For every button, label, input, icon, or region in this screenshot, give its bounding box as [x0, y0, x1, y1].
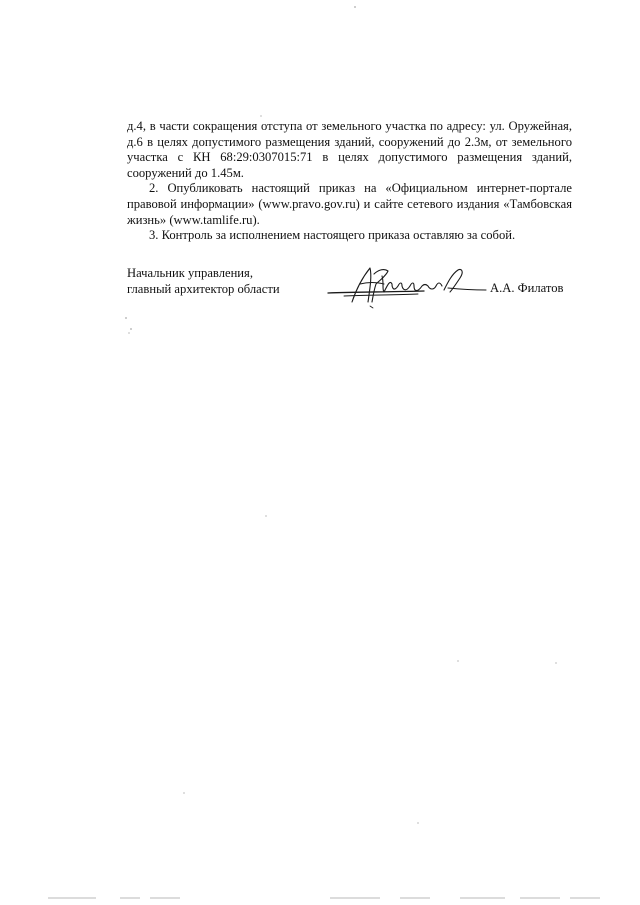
paragraph-publication: 2. Опубликовать настоящий приказ на «Официальном интернет-портале правовой информации» (www.pravo.gov.ru) и сайте сетевого издания «Тамбовская жизнь» (www.tamlife.ru). — [127, 181, 572, 227]
document-body — [127, 119, 572, 244]
position-line-1: Начальник управления, — [127, 266, 253, 280]
position-line-2: главный архитектор области — [127, 281, 280, 296]
paragraph-control: 3. Контроль за исполнением настоящего приказа оставляю за собой. — [149, 228, 516, 243]
handwritten-signature — [326, 262, 488, 312]
signatory-name: А.А. Филатов — [490, 281, 564, 295]
paragraph-continuation: д.4, в части сокращения отступа от земельного участка по адресу: ул. Оружейная, д.6 в целях допустимого размещения зданий, сооружений до 2.3м, от земельного участка с КН 68:29:0307015:71 в целях допустимого размещения зданий, сооружений до 1.45м. — [127, 119, 572, 180]
signatory-position — [127, 266, 280, 297]
